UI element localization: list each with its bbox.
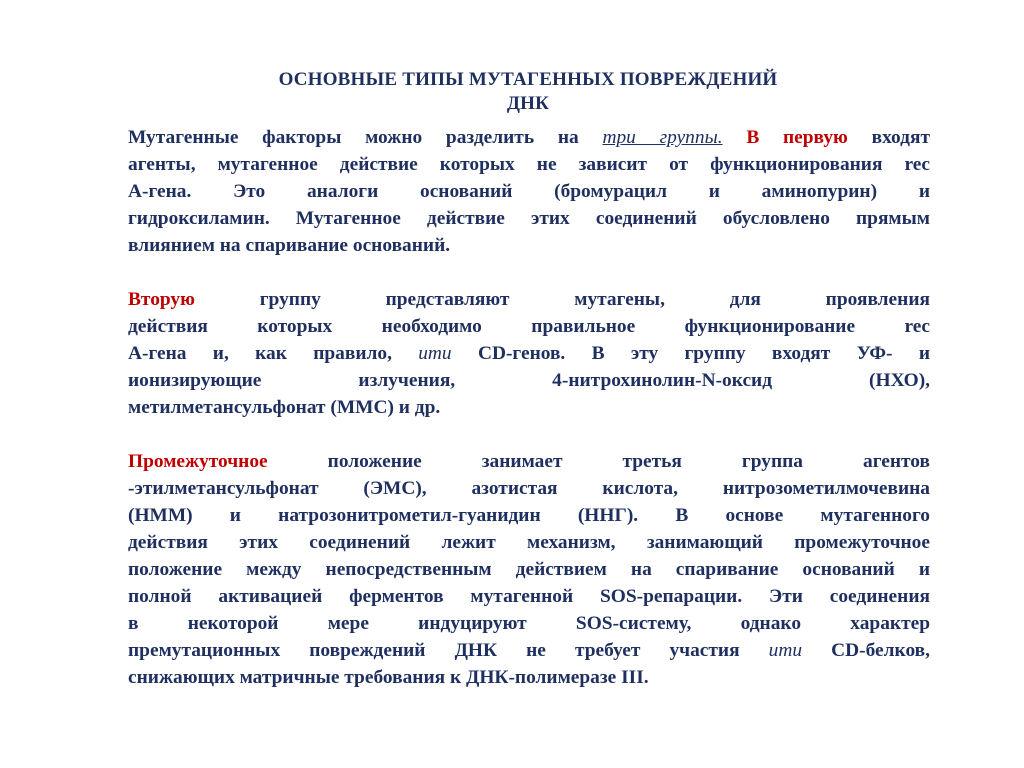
text-fragment: A-гена и, как правило,: [128, 343, 419, 364]
paragraph-line: действия этих соединений лежит механизм, занимающий промежуточное: [128, 532, 930, 553]
title-line-2: ДНК: [506, 93, 550, 114]
intermediate-highlight: Промежуточное: [128, 451, 268, 472]
text-fragment: Мутагенные факторы можно разделить на: [128, 127, 603, 148]
paragraph-line: [128, 448, 930, 475]
text-fragment: [723, 127, 747, 148]
paragraph-intermediate-group: [128, 448, 930, 691]
text-fragment: CD-генов. В эту группу входят УФ- и: [451, 343, 930, 364]
umu-italic: umu: [418, 343, 452, 364]
paragraph-line: (НММ) и натрозонитрометил-гуанидин (ННГ). В основе мутагенного: [128, 505, 930, 526]
paragraph-line: ионизирующие излучения, 4-нитрохинолин-N-оксид (НХО),: [128, 370, 930, 391]
paragraph-line: снижающих матричные требования к ДНК-полимеразе III.: [128, 667, 649, 688]
paragraph-line: [128, 124, 930, 151]
text-fragment: CD-белков,: [802, 640, 930, 661]
slide-title: [128, 68, 928, 116]
paragraph-line: агенты, мутагенное действие которых не зависит от функционирования rec: [128, 154, 930, 175]
text-fragment: входят: [847, 127, 931, 148]
umu-italic: umu: [768, 640, 803, 661]
paragraph-second-group: [128, 286, 930, 421]
paragraph-gap: [128, 259, 930, 286]
paragraph-line: действия которых необходимо правильное функционирование rec: [128, 316, 930, 337]
three-groups-link[interactable]: три группы.: [602, 127, 723, 148]
paragraph-line: [128, 637, 930, 664]
paragraph-line: [128, 340, 930, 367]
paragraph-line: -этилметансульфонат (ЭМС), азотистая кислота, нитрозометилмочевина: [128, 478, 930, 499]
title-line-1: ОСНОВНЫЕ ТИПЫ МУТАГЕННЫХ ПОВРЕЖДЕНИЙ: [278, 69, 778, 90]
paragraph-line: положение между непосредственным действием на спаривание оснований и: [128, 559, 930, 580]
paragraph-line: полной активацией ферментов мутагенной SOS-репарации. Эти соединения: [128, 586, 930, 607]
paragraph-gap: [128, 421, 930, 448]
paragraph-line: [128, 286, 930, 313]
paragraph-line: A-гена. Это аналоги оснований (бромурацил и аминопурин) и: [128, 181, 930, 202]
slide-body: [128, 124, 930, 691]
paragraph-line: влиянием на спаривание оснований.: [128, 235, 451, 256]
paragraph-line: метилметансульфонат (ММС) и др.: [128, 397, 441, 418]
first-group-highlight: В первую: [746, 127, 848, 148]
paragraph-line: гидроксиламин. Мутагенное действие этих соединений обусловлено прямым: [128, 208, 930, 229]
text-fragment: положение занимает третья группа агентов: [267, 451, 930, 472]
text-fragment: группу представляют мутагены, для проявления: [194, 289, 930, 310]
second-group-highlight: Вторую: [128, 289, 195, 310]
paragraph-first-group: [128, 124, 930, 259]
paragraph-line: в некоторой мере индуцируют SOS-систему, однако характер: [128, 613, 930, 634]
text-fragment: премутационных повреждений ДНК не требует участия: [128, 640, 769, 661]
